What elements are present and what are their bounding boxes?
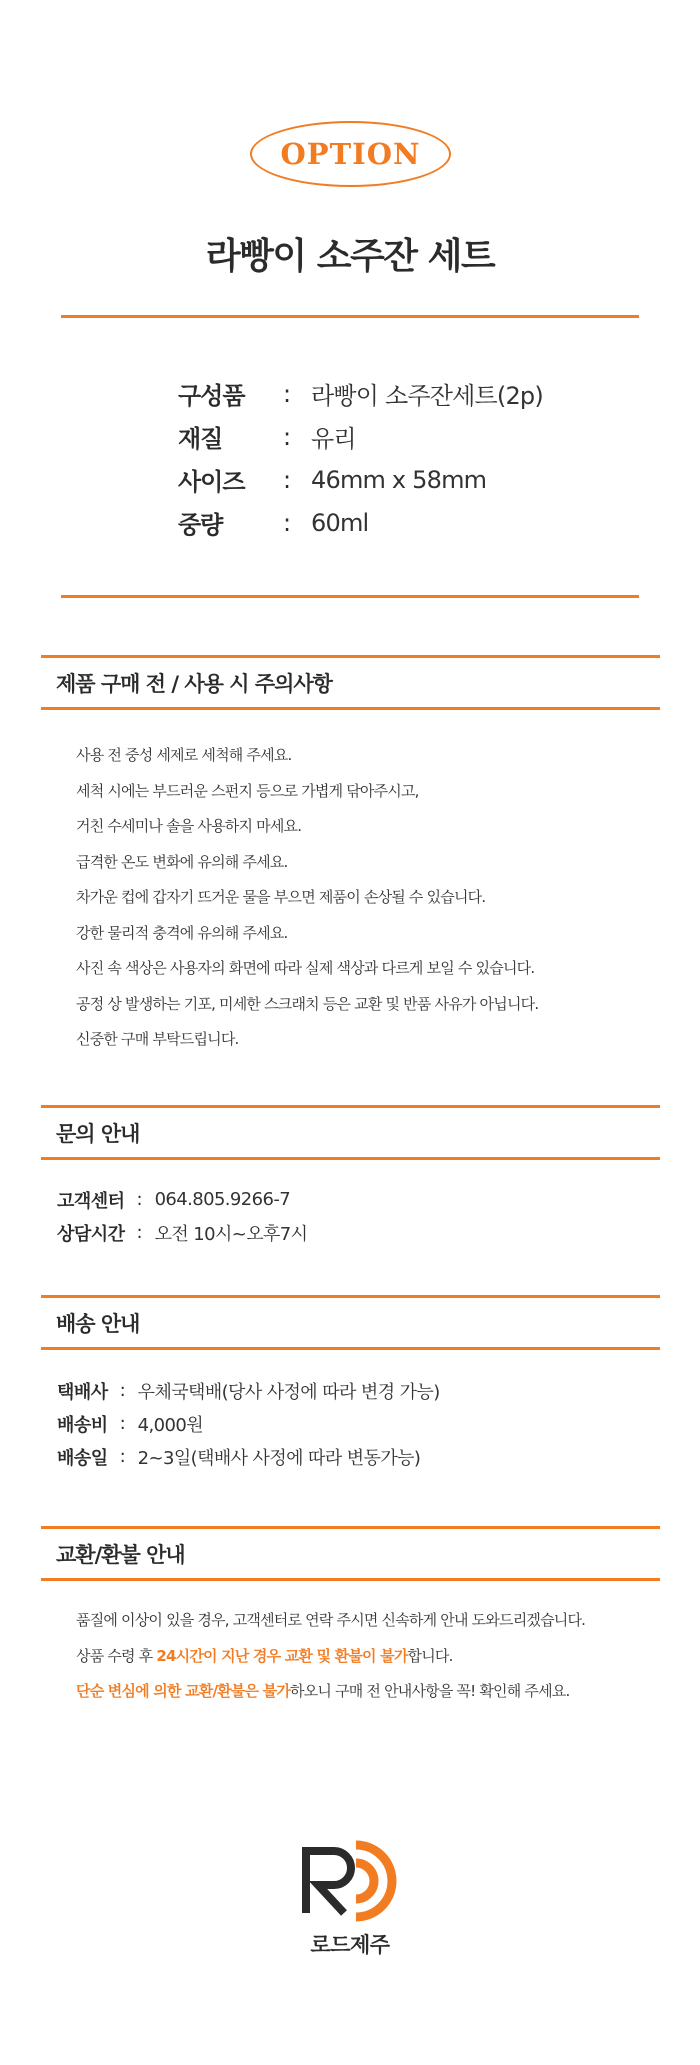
highlight-text: 24시간이 지난 경우 교환 및 환불이 불가 bbox=[156, 1646, 408, 1665]
divider bbox=[61, 595, 639, 598]
spec-value: 라빵이 소주잔세트(2p) bbox=[311, 382, 543, 410]
info-colon: : bbox=[136, 1189, 143, 1210]
spec-label: 중량 bbox=[178, 511, 223, 539]
info-row bbox=[57, 1407, 440, 1440]
list-item: 세척 시에는 부드러운 스펀지 등으로 가볍게 닦아주시고, bbox=[76, 781, 419, 800]
section-title: 제품 구매 전 / 사용 시 주의사항 bbox=[56, 671, 332, 696]
text-segment: 상품 수령 후 bbox=[76, 1646, 157, 1665]
spec-table bbox=[178, 372, 543, 544]
shipping-info bbox=[57, 1374, 440, 1473]
text-segment: 하오니 구매 전 안내사항을 꼭! 확인해 주세요. bbox=[290, 1682, 570, 1700]
section-title: 교환/환불 안내 bbox=[56, 1542, 185, 1567]
spec-row bbox=[178, 501, 543, 544]
rd-logo-icon bbox=[298, 1835, 402, 1925]
list-item: 공정 상 발생하는 기포, 미세한 스크래치 등은 교환 및 반품 사유가 아닙니다. bbox=[76, 994, 539, 1013]
exchange-list bbox=[76, 1603, 585, 1710]
list-item: 차가운 컵에 갑자기 뜨거운 물을 부으면 제품이 손상될 수 있습니다. bbox=[76, 888, 486, 906]
spec-label: 재질 bbox=[178, 425, 223, 453]
info-row bbox=[57, 1216, 307, 1249]
info-colon: : bbox=[119, 1413, 126, 1434]
info-row bbox=[57, 1374, 440, 1407]
list-item: 거친 수세미나 솔을 사용하지 마세요. bbox=[76, 817, 302, 835]
inquiry-info bbox=[57, 1183, 307, 1249]
list-item: 신중한 구매 부탁드립니다. bbox=[76, 1030, 239, 1048]
info-value: 4,000원 bbox=[137, 1414, 203, 1436]
info-label: 상담시간 bbox=[57, 1223, 125, 1245]
option-badge bbox=[250, 121, 451, 187]
spec-value: 유리 bbox=[311, 425, 356, 453]
divider bbox=[61, 315, 639, 318]
shipping-header bbox=[41, 1295, 660, 1350]
info-colon: : bbox=[119, 1446, 126, 1467]
precautions-header bbox=[41, 655, 660, 710]
info-colon: : bbox=[119, 1380, 126, 1401]
precautions-list bbox=[76, 738, 538, 1058]
product-title: 라빵이 소주잔 세트 bbox=[205, 236, 495, 277]
spec-row bbox=[178, 458, 543, 501]
spec-colon: : bbox=[282, 508, 292, 537]
spec-row bbox=[178, 415, 543, 458]
info-value: 우체국택배(당사 사정에 따라 변경 가능) bbox=[137, 1381, 440, 1403]
info-label: 택배사 bbox=[57, 1381, 108, 1403]
spec-colon: : bbox=[282, 379, 292, 408]
exchange-header bbox=[41, 1526, 660, 1581]
info-value: 2~3일(택배사 사정에 따라 변동가능) bbox=[137, 1447, 421, 1469]
highlight-text: 단순 변심에 의한 교환/환불은 불가 bbox=[76, 1682, 291, 1700]
list-item: 사진 속 색상은 사용자의 화면에 따라 실제 색상과 다르게 보일 수 있습니다. bbox=[76, 959, 535, 977]
text-segment: 합니다. bbox=[407, 1646, 453, 1665]
list-item: 급격한 온도 변화에 유의해 주세요. bbox=[76, 852, 288, 871]
spec-value: 60ml bbox=[311, 508, 369, 537]
info-value: 오전 10시~오후7시 bbox=[154, 1223, 308, 1245]
info-label: 고객센터 bbox=[57, 1190, 125, 1212]
info-label: 배송일 bbox=[57, 1447, 108, 1469]
section-title: 문의 안내 bbox=[56, 1121, 140, 1146]
spec-label: 사이즈 bbox=[178, 468, 245, 496]
section-title: 배송 안내 bbox=[56, 1311, 140, 1336]
spec-row bbox=[178, 372, 543, 415]
info-row bbox=[57, 1183, 307, 1216]
list-item: 강한 물리적 충격에 유의해 주세요. bbox=[76, 923, 288, 942]
spec-value: 46mm x 58mm bbox=[311, 465, 487, 494]
brand-name: 로드제주 bbox=[310, 1933, 390, 1957]
spec-colon: : bbox=[282, 465, 292, 494]
list-item: 품질에 이상이 있을 경우, 고객센터로 연락 주시면 신속하게 안내 도와드리겠습니다. bbox=[76, 1611, 586, 1629]
info-colon: : bbox=[136, 1222, 143, 1243]
option-badge-label: OPTION bbox=[280, 137, 421, 171]
phone-number: 064.805.9266-7 bbox=[154, 1189, 291, 1210]
brand-block bbox=[290, 1835, 410, 1959]
info-row bbox=[57, 1440, 440, 1473]
list-item bbox=[76, 1674, 585, 1710]
list-item bbox=[76, 1639, 585, 1675]
spec-colon: : bbox=[282, 422, 292, 451]
spec-label: 구성품 bbox=[178, 382, 245, 410]
info-label: 배송비 bbox=[57, 1414, 108, 1436]
list-item: 사용 전 중성 세제로 세척해 주세요. bbox=[76, 746, 292, 764]
inquiry-header bbox=[41, 1105, 660, 1160]
